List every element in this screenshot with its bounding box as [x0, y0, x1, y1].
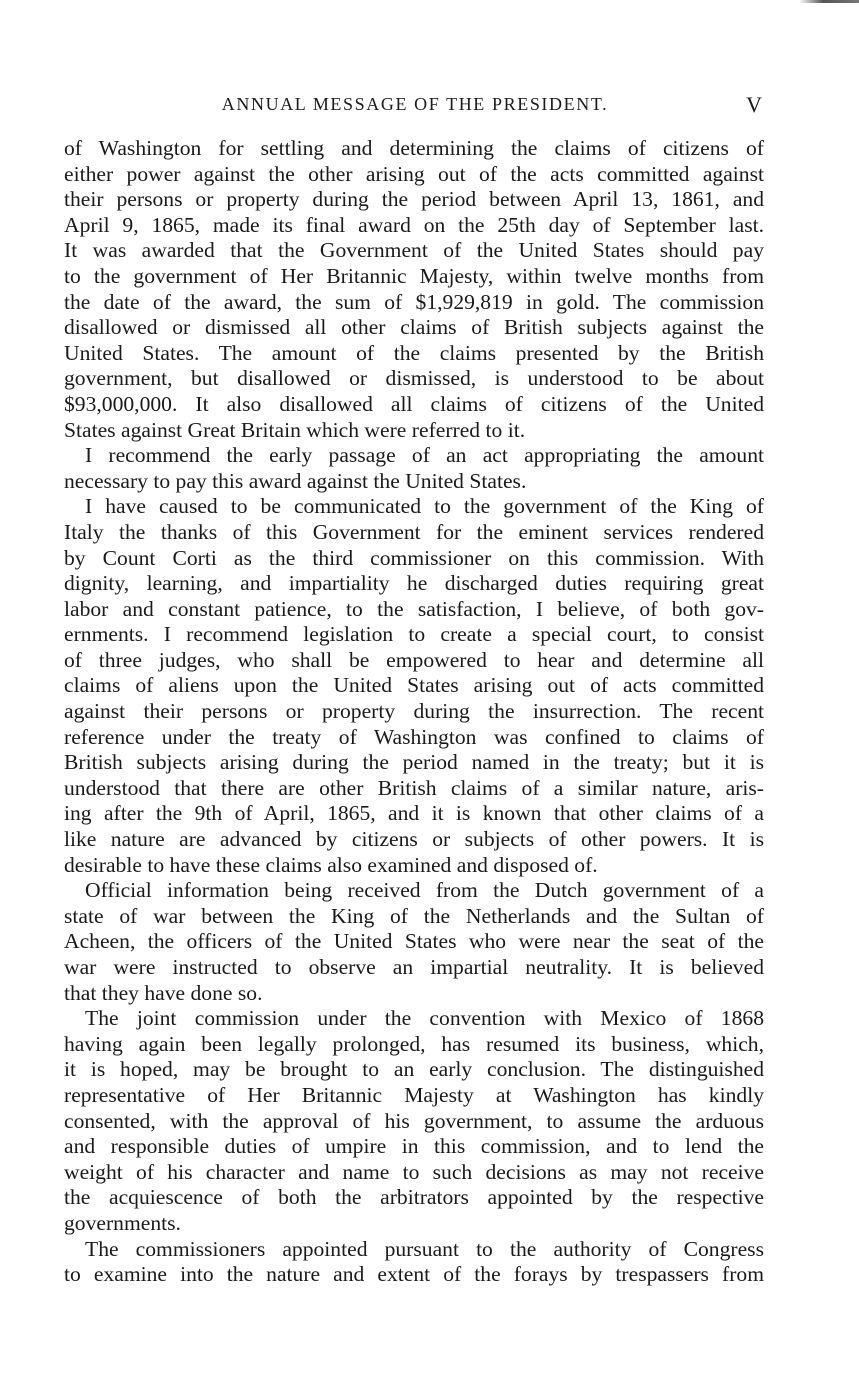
body-text [64, 136, 764, 1288]
text-line: ing after the 9th of April, 1865, and it is known that other claims of a [64, 801, 764, 826]
text-line: Acheen, the officers of the United States who were near the seat of the [64, 929, 764, 954]
text-line: the acquiescence of both the arbitrators appointed by the respective [64, 1185, 764, 1210]
text-line: against their persons or property during the insurrection. The recent [64, 699, 764, 724]
text-line: The joint commission under the convention with Mexico of 1868 [85, 1006, 764, 1031]
text-line: like nature are advanced by citizens or subjects of other powers. It is [64, 827, 764, 852]
text-line: ernments. I recommend legislation to create a special court, to consist [64, 622, 764, 647]
text-line: April 9, 1865, made its final award on the 25th day of September last. [64, 212, 764, 237]
text-line: to the government of Her Britannic Majesty, within twelve months from [64, 263, 764, 288]
text-line: The commissioners appointed pursuant to the authority of Congress [85, 1236, 764, 1261]
scan-edge-mark [799, 0, 859, 3]
text-line: representative of Her Britannic Majesty at Washington has kindly [64, 1082, 764, 1107]
text-line: $93,000,000. It also disallowed all claims of citizens of the United [64, 391, 764, 416]
text-line: dignity, learning, and impartiality he discharged duties requiring great [64, 571, 764, 596]
text-line: to examine into the nature and extent of the forays by trespassers from [64, 1262, 764, 1287]
text-line: United States. The amount of the claims presented by the British [64, 340, 764, 365]
text-line: I have caused to be communicated to the government of the King of [85, 494, 764, 519]
text-line: desirable to have these claims also examined and disposed of. [64, 852, 598, 877]
text-line: understood that there are other British claims of a similar nature, aris- [64, 775, 764, 800]
text-line: war were instructed to observe an impartial neutrality. It is believed [64, 955, 764, 979]
running-head [64, 94, 766, 124]
text-line: reference under the treaty of Washington was confined to claims of [64, 724, 764, 749]
page-number: V [746, 92, 762, 117]
text-line: of Washington for settling and determining the claims of citizens of [64, 136, 764, 160]
text-line: I recommend the early passage of an act appropriating the amount [85, 443, 764, 468]
text-line: consented, with the approval of his government, to assume the arduous [64, 1108, 764, 1133]
text-line: Italy the thanks of this Government for the eminent services rendered [64, 519, 764, 544]
text-line: disallowed or dismissed all other claims of British subjects against the [64, 315, 764, 340]
text-line: having again been legally prolonged, has resumed its business, which, [64, 1031, 764, 1056]
text-line: It was awarded that the Government of the United States should pay [64, 238, 764, 263]
paragraph [64, 136, 764, 443]
text-line: States against Great Britain which were referred to it. [64, 417, 526, 442]
text-line: that they have done so. [64, 980, 263, 1005]
paragraph [64, 443, 764, 494]
text-line: government, but disallowed or dismissed, is understood to be about [64, 366, 764, 391]
text-line: Official information being received from the Dutch government of a [85, 878, 764, 903]
text-line: by Count Corti as the third commissioner on this commission. With [64, 545, 764, 570]
paragraph [64, 1237, 764, 1288]
text-line: it is hoped, may be brought to an early conclusion. The distinguished [64, 1057, 764, 1082]
text-line: British subjects arising during the period named in the treaty; but it is [64, 750, 764, 775]
text-line: state of war between the King of the Netherlands and the Sultan of [64, 903, 764, 928]
text-line: governments. [64, 1210, 181, 1235]
text-line: the date of the award, the sum of $1,929,819 in gold. The commission [64, 289, 764, 314]
text-line: labor and constant patience, to the satisfaction, I believe, of both gov- [64, 596, 764, 621]
text-line: of three judges, who shall be empowered to hear and determine all [64, 647, 764, 672]
text-line: claims of aliens upon the United States arising out of acts committed [64, 673, 764, 698]
text-line: and responsible duties of umpire in this commission, and to lend the [64, 1134, 764, 1159]
text-line: their persons or property during the period between April 13, 1861, and [64, 187, 764, 212]
paragraph [64, 878, 764, 1006]
running-title: ANNUAL MESSAGE OF THE PRESIDENT. [221, 94, 609, 114]
text-line: necessary to pay this award against the United States. [64, 468, 527, 493]
text-line: weight of his character and name to such decisions as may not receive [64, 1159, 764, 1184]
paragraph [64, 1006, 764, 1236]
paragraph [64, 494, 764, 878]
text-line: either power against the other arising out of the acts committed against [64, 161, 764, 186]
